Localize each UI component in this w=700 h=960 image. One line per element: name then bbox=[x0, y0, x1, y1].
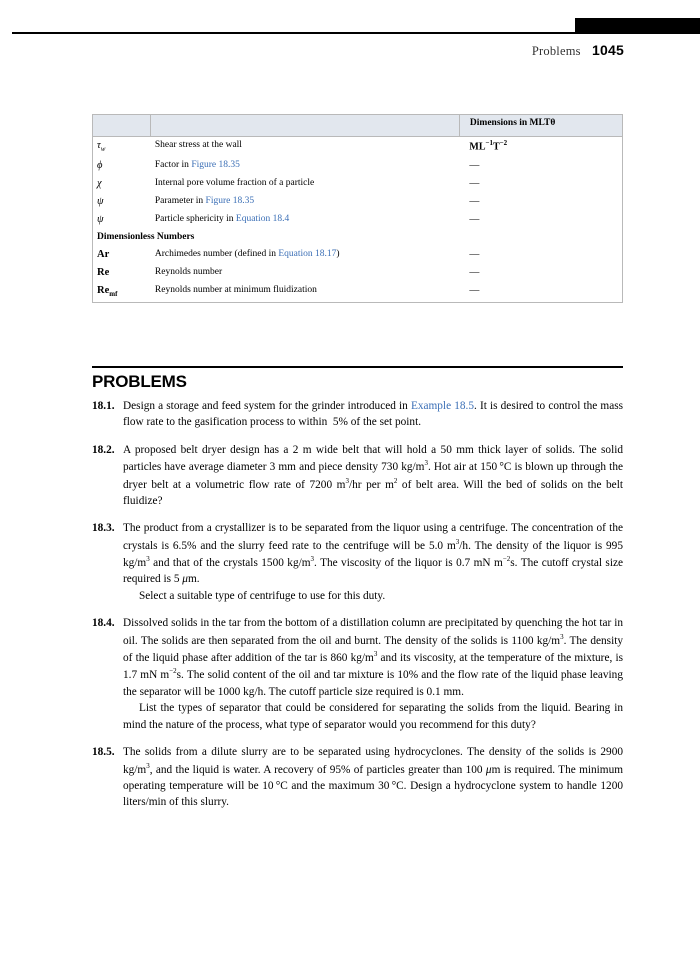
description-tail: ) bbox=[336, 249, 340, 260]
problem-text: Dissolved solids in the tar from the bottom of a distillation column are precipitated by quenching the hot tar in oil. The solids are then separated from the oil and burnt. The density of the solids is 1100 $kg/m^3$. The density of the liquid phase after addition of the tar is 860 $kg/m^3$ and its viscosity, at the temperature of the mixture, is 1.7 mN $m^{-2}s$. The solid content of the oil and tar mixture is 10% and the flow rate of the liquid phase leaving the separator will be 1000 kg/h. The cutoff particle size required is 0.1 mm. bbox=[123, 617, 624, 698]
running-head-label: Problems bbox=[531, 44, 581, 58]
page-number: 1045 bbox=[592, 42, 624, 58]
table-row bbox=[93, 211, 623, 229]
description-cell bbox=[151, 211, 460, 229]
problem-number: 18.5. bbox=[92, 746, 115, 759]
description-text: Parameter in bbox=[154, 195, 206, 206]
problems-list bbox=[92, 398, 623, 822]
dimensions-cell: $ML^{-1}T^{-2}$ bbox=[469, 139, 508, 153]
description-text: Factor in bbox=[154, 159, 192, 170]
problem-item bbox=[92, 398, 623, 431]
table-row bbox=[93, 264, 623, 282]
table-group-title: Dimensionless Numbers bbox=[97, 232, 195, 243]
section-heading: PROBLEMS bbox=[92, 372, 187, 391]
description-cell: Internal pore volume fraction of a particle bbox=[154, 177, 315, 188]
problem-number: 18.2. bbox=[92, 443, 115, 456]
table-header-dimensions: Dimensions in MLTθ bbox=[459, 115, 622, 137]
section-rule bbox=[92, 366, 623, 368]
cross-reference-link[interactable]: Figure 18.35 bbox=[191, 159, 240, 170]
page-edge-marker bbox=[575, 18, 700, 32]
dimensions-cell: — bbox=[469, 159, 480, 171]
description-cell: Reynolds number bbox=[154, 267, 223, 278]
description-cell: Reynolds number at minimum fluidization bbox=[154, 285, 317, 296]
cross-reference-link[interactable]: Figure 18.35 bbox=[205, 195, 255, 206]
running-head bbox=[532, 42, 624, 59]
problem-number: 18.3. bbox=[92, 522, 115, 535]
dimensions-cell: — bbox=[469, 267, 480, 279]
problem-item bbox=[92, 442, 623, 509]
symbol-cell: ψ bbox=[97, 195, 104, 207]
problem-text: The solids from a dilute slurry are to be separated using hydrocyclones. The density of the solids is 2900 $kg/m^3$, and the liquid is water. A recovery of 95% of particles greater than 100 μm is required. The minimum operating temperature will be 10 °C and the maximum 30 °C. Design a hydrocyclone system to handle 1200 liters/min of this slurry. bbox=[123, 746, 624, 809]
table-row bbox=[93, 282, 623, 302]
problem-text-continuation: Select a suitable type of centrifuge to use for this duty. bbox=[139, 589, 386, 602]
description-text: Archimedes number (defined in bbox=[154, 249, 279, 260]
symbol-cell: χ bbox=[97, 177, 102, 189]
problem-text-continuation: List the types of separator that could be considered for separating the solids from the liquid. Bearing in mind the nature of the process, what type of separator would you recommend for this duty? bbox=[123, 702, 623, 731]
table-row bbox=[93, 193, 623, 211]
table-row bbox=[93, 157, 623, 175]
problem-item bbox=[92, 520, 623, 604]
table-header-row bbox=[93, 115, 623, 137]
nomenclature-table bbox=[92, 114, 623, 303]
cross-reference-link[interactable]: Example 18.5 bbox=[410, 400, 474, 412]
table-header-symbol bbox=[93, 115, 151, 137]
table-row bbox=[93, 246, 623, 264]
table-row bbox=[93, 137, 623, 157]
dimensions-cell: — bbox=[469, 214, 480, 226]
nomenclature-table-wrapper bbox=[92, 114, 623, 303]
problem-text: A proposed belt dryer design has a 2 m wide belt that will hold a 50 mm thick layer of solids. The solid particles have average diameter 3 mm and piece density 730 $kg/m^3$. Hot air at 150 °C is blown up through the dryer belt at a volumetric flow rate of 7200 $m^3/hr$ per $m^2$ of belt area. Will the bed of solids on the belt fluidize? bbox=[123, 443, 623, 507]
description-text: Particle sphericity in bbox=[154, 214, 236, 225]
symbol-cell: Re bbox=[97, 267, 110, 279]
symbol-cell: $\tau_w$ bbox=[97, 140, 106, 154]
cross-reference-link[interactable]: Equation 18.4 bbox=[235, 214, 290, 225]
dimensions-cell: — bbox=[469, 249, 480, 261]
table-row bbox=[93, 175, 623, 193]
problem-number: 18.1. bbox=[92, 400, 115, 412]
problem-item bbox=[92, 744, 623, 811]
dimensions-cell: — bbox=[469, 195, 480, 207]
symbol-cell: $Re_{mf}$ bbox=[97, 285, 118, 299]
description-cell bbox=[151, 193, 460, 211]
table-group-title-row bbox=[93, 229, 623, 246]
description-cell bbox=[151, 157, 460, 175]
symbol-cell: ϕ bbox=[97, 159, 103, 171]
dimensions-cell: — bbox=[469, 285, 480, 297]
problem-text: Design a storage and feed system for the grinder introduced in Example 18.5. It is desired to control the mass flow rate to the gasification process to within 5% of the set point. bbox=[123, 400, 623, 429]
header-rule bbox=[12, 32, 700, 34]
cross-reference-link[interactable]: Equation 18.17 bbox=[278, 249, 337, 260]
problem-number: 18.4. bbox=[92, 617, 115, 630]
problem-text: The product from a crystallizer is to be separated from the liquor using a centrifuge. The concentration of the crystals is 6.5% and the slurry feed rate to the centrifuge will be 5.0 $m^3/h$. The density of the liquor is 995 $kg/m^3$ and that of the crystals 1500 $kg/m^3$. The viscosity of the liquor is 0.7 mN $m^{-2}s$. The cutoff crystal size required is 5 μm. bbox=[123, 522, 623, 586]
symbol-cell: ψ bbox=[97, 214, 104, 226]
symbol-cell: Ar bbox=[97, 249, 110, 261]
table-header-description bbox=[151, 115, 460, 137]
description-cell: Shear stress at the wall bbox=[154, 140, 242, 150]
problem-item bbox=[92, 615, 623, 733]
description-cell bbox=[151, 246, 460, 264]
dimensions-cell: — bbox=[469, 177, 480, 189]
